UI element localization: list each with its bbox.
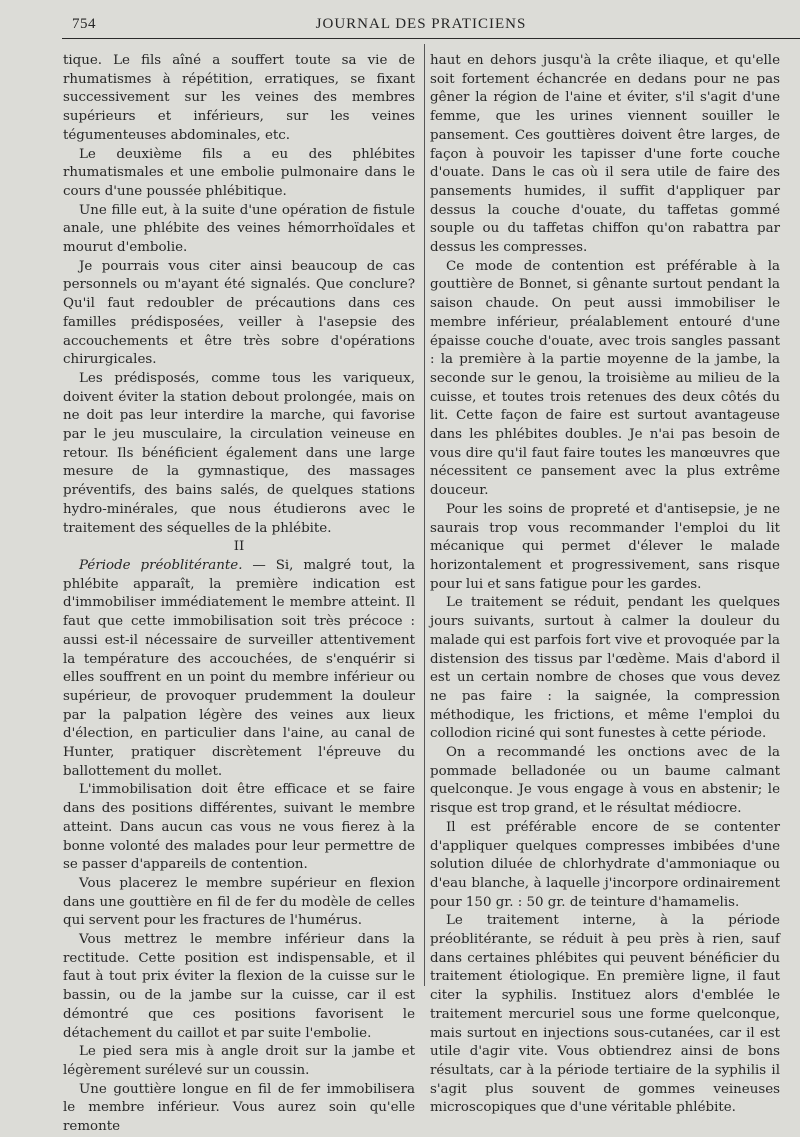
section-heading: Période préoblitérante. <box>79 557 243 573</box>
paragraph: haut en dehors jusqu'à la crête iliaque, et qu'elle soit fortement échancrée en dedans pour ne pas gêner la région de l'aine et éviter, s'il s'agit d'une femme, que les urines viennent souiller le pansement. Ces gouttières doivent être larges, de façon à pouvoir les tapisser d'une forte couche d'ouate. Dans le cas où il sera utile de faire des pansements humides, il suffit d'appliquer par dessus la couche d'ouate, du taffetas gommé souple ou du taffetas chiffon qu'on rabattra par dessus les compresses. <box>430 53 780 256</box>
paragraph: Vous placerez le membre supérieur en flexion dans une gouttière en fil de fer du modèle de celles qui servent pour les fractures de l'humérus. <box>63 875 415 929</box>
section-lead-text: — Si, malgré tout, la phlébite apparaît, la première indication est d'immobiliser immédiatement le membre atteint. Il faut que cette immobilisation soit très précoce : aussi est-il nécessaire de surveiller attentivement la température des accouchées, de s'enquérir si elles souffrent en un point du membre inférieur ou supérieur, de provoquer prudemment la douleur par la palpation légère des veines aux lieux d'élection, en particulier dans l'aine, au canal de Hunter, pratiquer discrètement l'épreuve du ballottement du mollet. <box>63 557 415 779</box>
paragraph: tique. Le fils aîné a souffert toute sa vie de rhumatismes à répétition, erratiques, se fixant successivement sur les veines des membres supérieurs et inférieurs, sur les veines tégumenteuses abdominales, etc. <box>63 53 415 143</box>
paragraph: Le traitement se réduit, pendant les quelques jours suivants, surtout à calmer la douleur du malade qui est parfois fort vive et provoquée par la distension des tissus par l'œdème. Mais d'abord il est un certain nombre de choses que vous devez ne pas faire : la saignée, la compression méthodique, les frictions, et même l'emploi du collodion riciné qui sont funestes à cette période. <box>430 595 780 742</box>
paragraph: Une fille eut, à la suite d'une opération de fistule anale, une phlébite des veines hémorrhoïdales et mourut d'embolie. <box>63 202 415 256</box>
paragraph: Une gouttière longue en fil de fer immobilisera le membre inférieur. Vous aurez soin qu'elle remonte <box>63 1081 415 1135</box>
page-header <box>62 10 780 36</box>
paragraph: L'immobilisation doit être efficace et se faire dans des positions différentes, suivant le membre atteint. Dans aucun cas vous ne vous fierez à la bonne volonté des malades pour leur permettre de se passer d'appareils de contention. <box>63 782 415 873</box>
page-number: 754 <box>72 16 96 32</box>
section-number: II <box>233 539 245 555</box>
paragraph: Le deuxième fils a eu des phlébites rhumatismales et une embolie pulmonaire dans le cours d'une poussée phlébitique. <box>63 146 415 199</box>
paragraph: Les prédisposés, comme tous les variqueux, doivent éviter la station debout prolongée, mais on ne doit pas leur interdire la marche, qui favorise par le jeu musculaire, la circulation veineuse en retour. Ils bénéficient également dans une large mesure de la gymnastique, des massages préventifs, des bains salés, de quelques stations hydro-minérales, que nous étudierons avec le traitement des séquelles de la phlébite. <box>63 370 415 536</box>
right-column <box>430 52 780 1118</box>
paragraph: Vous mettrez le membre inférieur dans la rectitude. Cette position est indispensable, et il faut à tout prix éviter la flexion de la cuisse sur le bassin, ou de la jambe sur la cuisse, car il est démontré que ces positions favorisent le détachement du caillot et par suite l'embolie. <box>63 932 415 1041</box>
left-column <box>63 52 415 1137</box>
paragraph: Je pourrais vous citer ainsi beaucoup de cas personnels ou m'ayant été signalés. Que conclure? Qu'il faut redoubler de précautions dans ces familles prédisposées, veiller à l'asepsie des accouchements et être très sobre d'opérations chirurgicales. <box>63 258 415 368</box>
column-divider <box>424 44 425 986</box>
paragraph: Le pied sera mis à angle droit sur la jambe et légèrement surélevé sur un coussin. <box>63 1044 415 1078</box>
running-title: JOURNAL DES PRATICIENS <box>315 16 527 32</box>
paragraph: Il est préférable encore de se contenter d'appliquer quelques compresses imbibées d'une solution diluée de chlorhydrate d'ammoniaque ou d'eau blanche, à laquelle j'incorpore ordinairement pour 150 gr. : 50 gr. de teinture d'hamamelis. <box>430 819 780 910</box>
paragraph: Ce mode de contention est préférable à la gouttière de Bonnet, si gênante surtout pendant la saison chaude. On peut aussi immobiliser le membre inférieur, préalablement entouré d'une épaisse couche d'ouate, avec trois sangles passant : la première à la partie moyenne de la jambe, la seconde sur le genou, la troisième au milieu de la cuisse, et toutes trois retenues des deux côtés du lit. Cette façon de faire est surtout avantageuse dans les phlébites doubles. Je n'ai pas besoin de vous dire qu'il faut faire toutes les manœuvres que nécessitent ce pansement avec la plus extrême douceur. <box>430 258 780 499</box>
section-lead-paragraph <box>63 557 415 781</box>
paragraph: Pour les soins de propreté et d'antisepsie, je ne saurais trop vous recommander l'emploi du lit mécanique qui permet d'élever le malade horizontalement et progressivement, sans risque pour lui et sans fatigue pour les gardes. <box>430 501 780 592</box>
paragraph: Le traitement interne, à la période préoblitérante, se réduit à peu près à rien, sauf dans certaines phlébites qui peuvent bénéficier du traitement étiologique. En première ligne, il faut citer la syphilis. Instituez alors d'emblée le traitement mercuriel sous une forme quelconque, mais surtout en injections sous-cutanées, car il est utile d'agir vite. Vous obtiendrez ainsi de bons résultats, car à la période tertiaire de la syphilis il s'agit plus souvent de gommes veineuses microscopiques que d'une véritable phlébite. <box>430 913 780 1116</box>
header-rule <box>62 38 800 39</box>
paragraph: On a recommandé les onctions avec de la pommade belladonée ou un baume calmant quelconque. Je vous engage à vous en abstenir; le risque est trop grand, et le résultat médiocre. <box>430 745 780 817</box>
